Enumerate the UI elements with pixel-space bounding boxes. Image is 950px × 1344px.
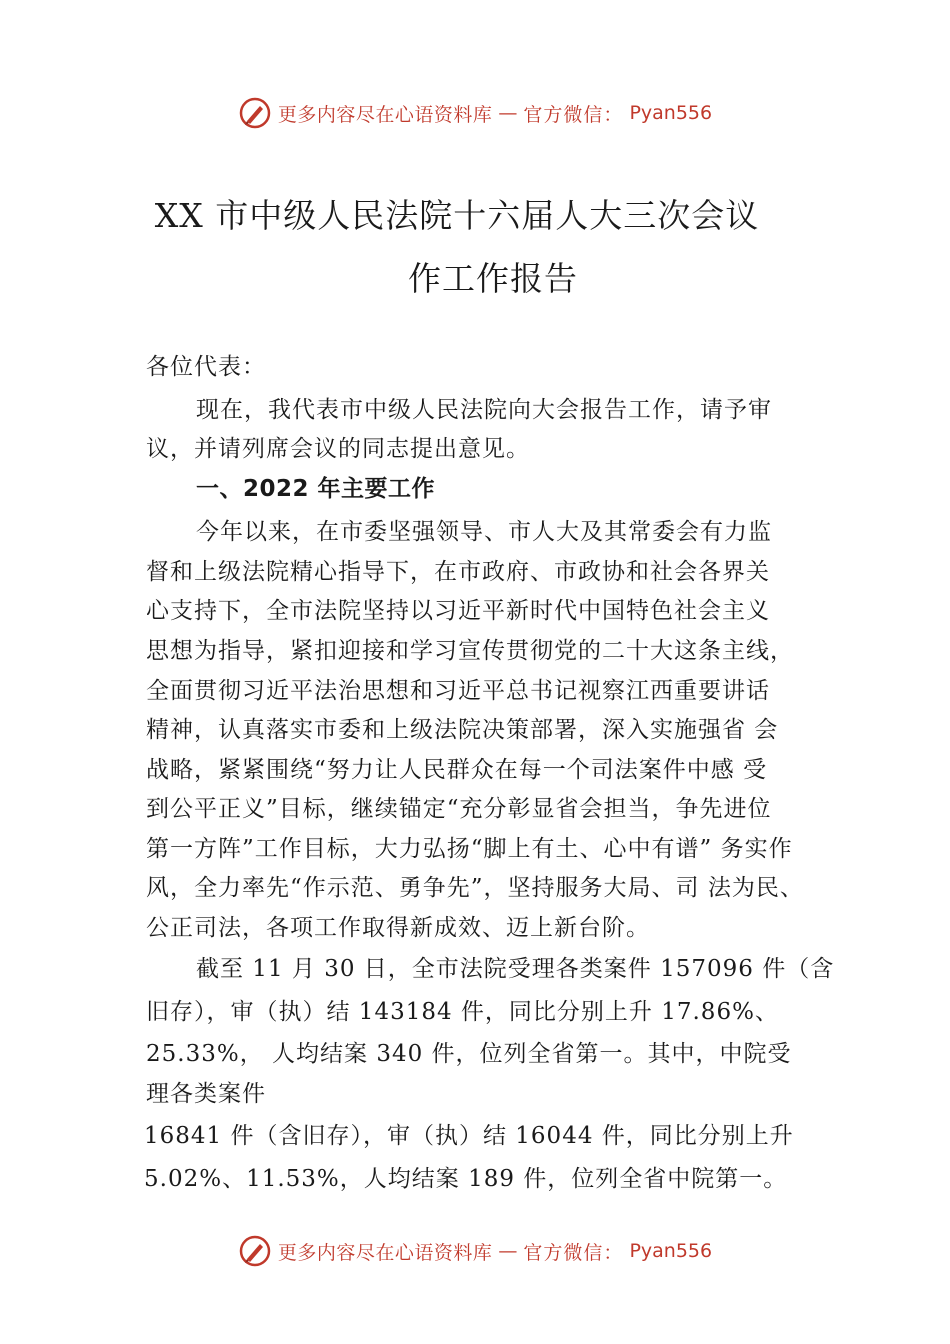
body-line: 旧存），审（执）结 143184 件，同比分别上升 17.86%、 [146, 999, 779, 1025]
salutation: 各位代表： [146, 354, 266, 380]
body-line: 截至 11 月 30 日，全市法院受理各类案件 157096 件（含 [196, 956, 835, 982]
body-line: 理各类案件 [146, 1081, 266, 1107]
pen-logo-icon [238, 1234, 272, 1268]
watermark-wechat-id: Pyan556 [629, 1240, 713, 1262]
watermark-main-text: 更多内容尽在心语资料库 [277, 103, 493, 126]
header-watermark [0, 96, 950, 130]
body-line: 精神，认真落实市委和上级法院决策部署，深入实施强省 会 [146, 717, 779, 743]
section-heading: 一、2022 年主要工作 [196, 476, 436, 502]
footer-watermark [0, 1234, 950, 1268]
watermark-dash: — [498, 1240, 518, 1262]
body-line: 第一方阵”工作目标，大力弘扬“脚上有土、心中有谱” 务实作 [146, 836, 793, 862]
body-line: 到公平正义”目标，继续锚定“充分彰显省会担当，争先进位 [146, 796, 772, 822]
body-line: 今年以来，在市委坚强领导、市人大及其常委会有力监 [196, 519, 772, 545]
document-title-line-1: XX 市中级人民法院十六届人大三次会议 [154, 196, 760, 235]
body-line: 督和上级法院精心指导下，在市政府、市政协和社会各界关 [146, 559, 770, 585]
document-title-line-2: 作工作报告 [408, 259, 578, 298]
body-line: 现在，我代表市中级人民法院向大会报告工作，请予审 [196, 397, 772, 423]
body-line: 战略，紧紧围绕“努力让人民群众在每一个司法案件中感 受 [146, 757, 768, 783]
watermark-sub-text: 官方微信： [523, 1241, 624, 1264]
body-line: 全面贯彻习近平法治思想和习近平总书记视察江西重要讲话 [146, 678, 770, 704]
body-line: 16841 件（含旧存），审（执）结 16044 件，同比分别上升 [144, 1123, 794, 1149]
pen-logo-icon [238, 96, 272, 130]
body-line: 5.02%、11.53%，人均结案 189 件，位列全省中院第一。 [144, 1166, 788, 1192]
body-line: 思想为指导，紧扣迎接和学习宣传贯彻党的二十大这条主线， [146, 638, 794, 664]
body-line: 心支持下，全市法院坚持以习近平新时代中国特色社会主义 [146, 598, 770, 624]
watermark-sub-text: 官方微信： [523, 103, 624, 126]
body-line: 议，并请列席会议的同志提出意见。 [146, 436, 530, 462]
watermark-main-text: 更多内容尽在心语资料库 [277, 1241, 493, 1264]
watermark-wechat-id: Pyan556 [629, 102, 713, 124]
body-line: 公正司法，各项工作取得新成效、迈上新台阶。 [146, 915, 650, 941]
watermark-dash: — [498, 102, 518, 124]
body-line: 25.33%， 人均结案 340 件，位列全省第一。其中，中院受 [146, 1041, 792, 1067]
body-line: 风，全力率先“作示范、勇争先”，坚持服务大局、司 法为民、 [146, 875, 804, 901]
